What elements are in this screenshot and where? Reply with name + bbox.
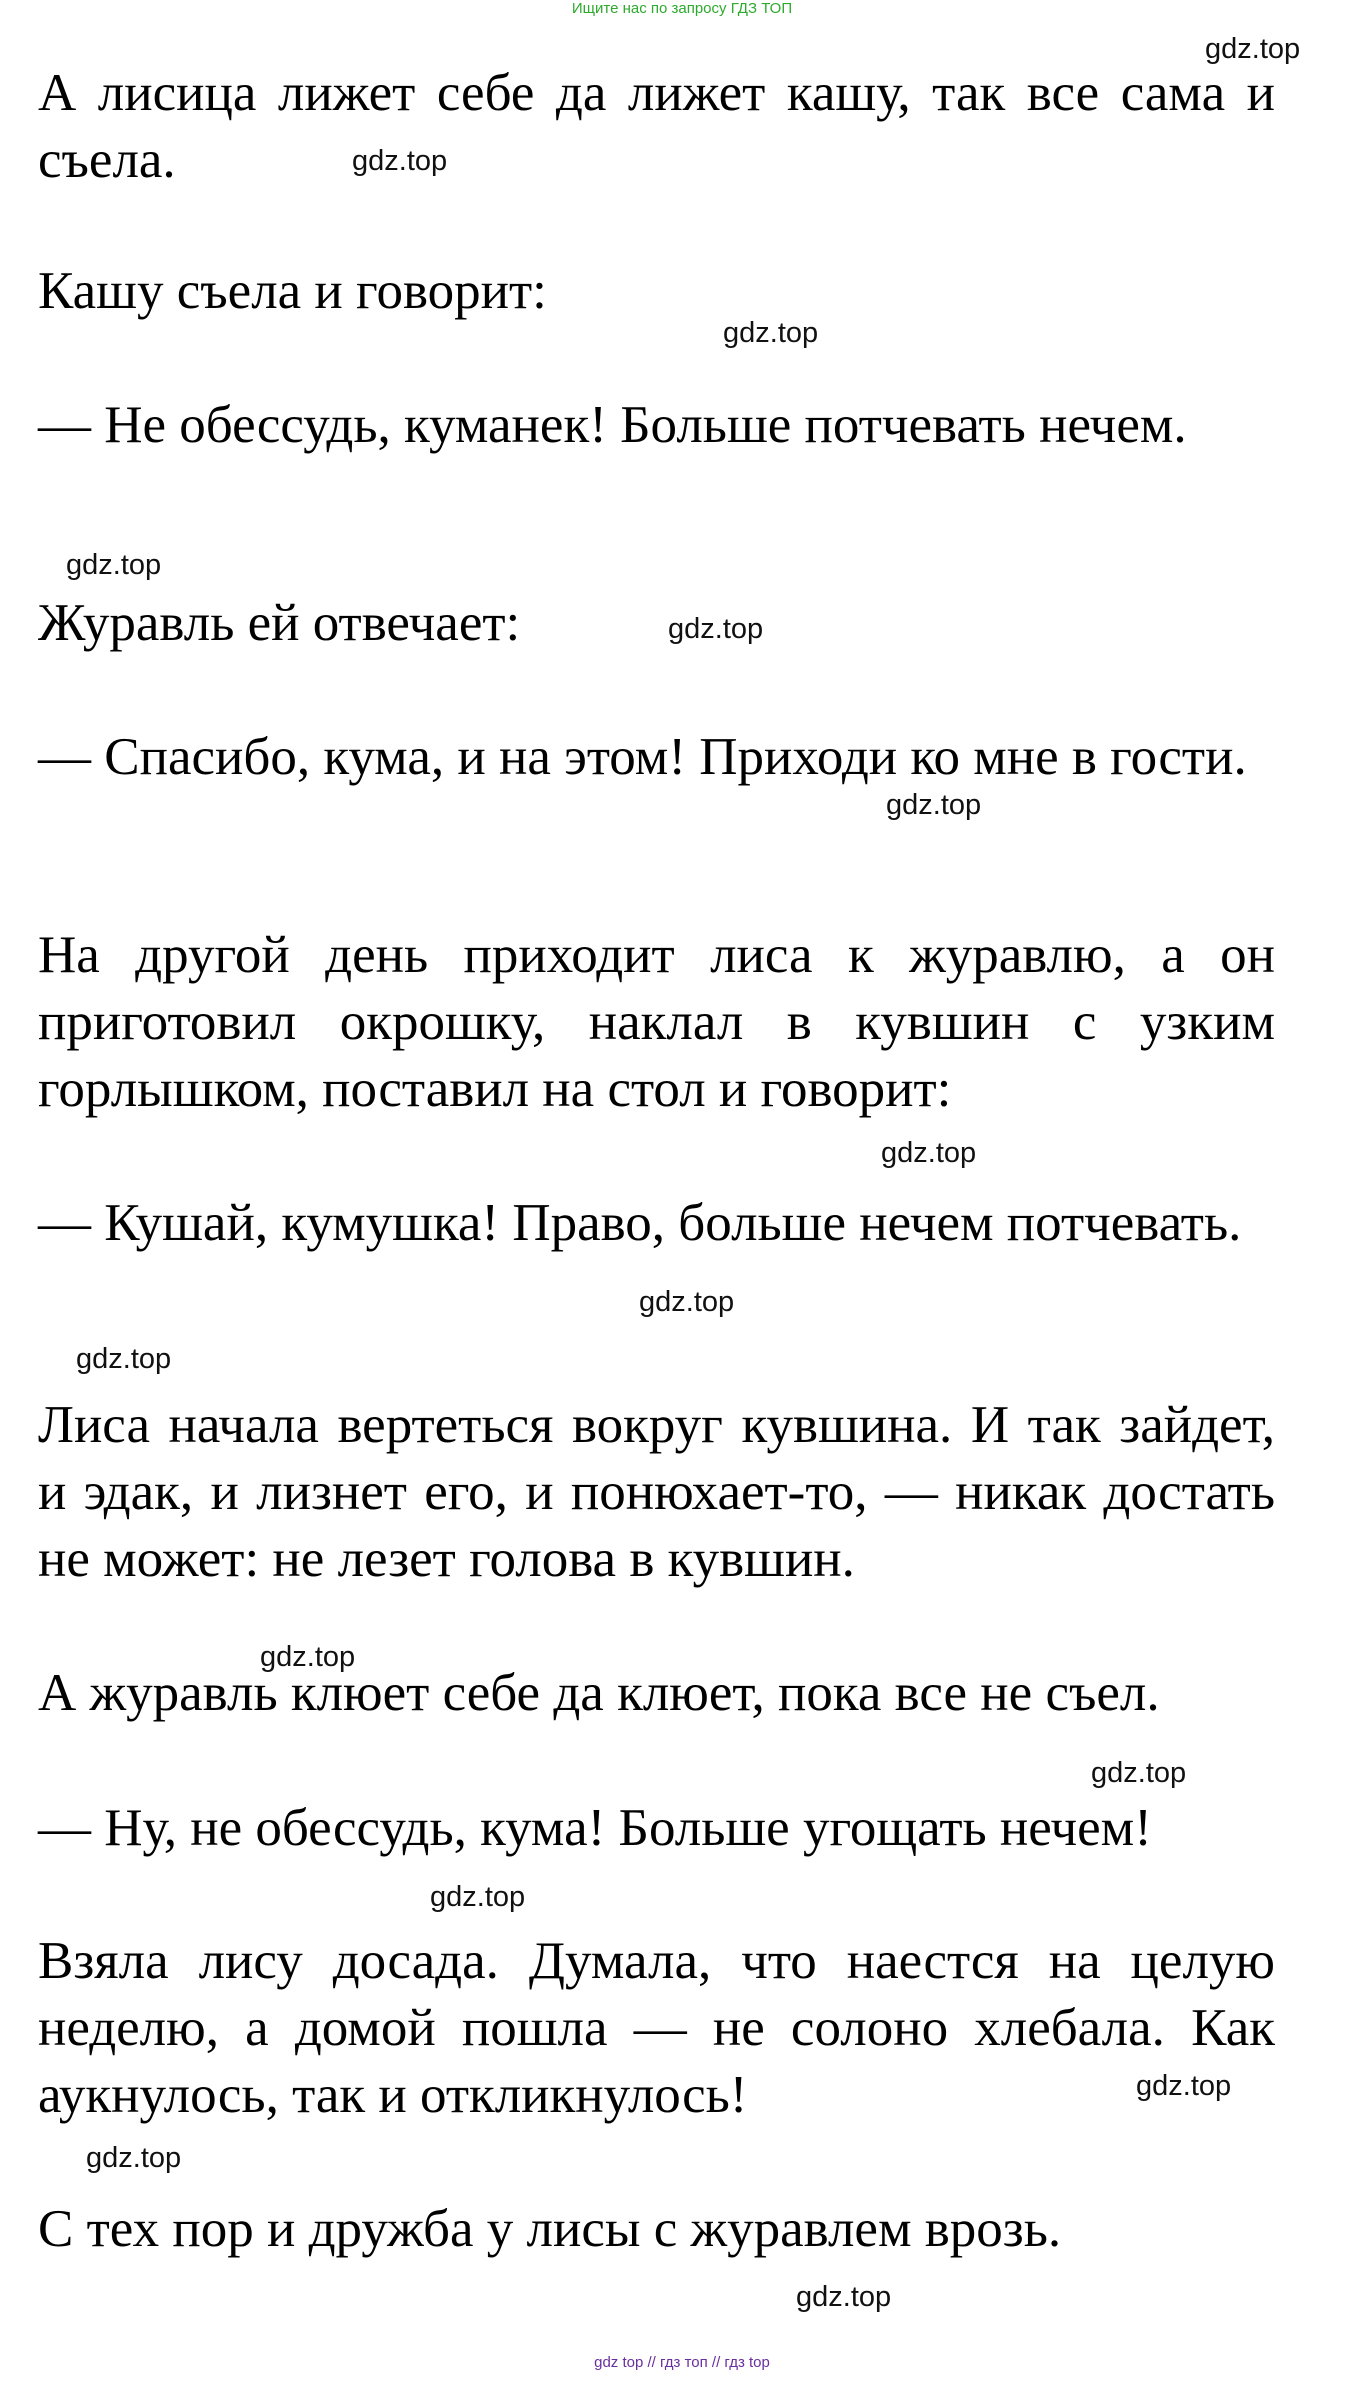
watermark: gdz.top <box>723 317 819 349</box>
watermark: gdz.top <box>1205 33 1301 65</box>
watermark: gdz.top <box>66 549 162 581</box>
paragraph-7: — Кушай, кумушка! Право, больше нечем потчевать. <box>38 1194 1242 1252</box>
paragraph-5: — Спасибо, кума, и на этом! Приходи ко мне в гости. <box>38 728 1247 786</box>
paragraph-11: Взяла лису досада. Думала, что наестся на целую неделю, а домой пошла — не солоно хлебала. Как аукнулось, так и откликнулось! <box>38 1932 1275 2124</box>
watermark: gdz.top <box>76 1343 172 1375</box>
paragraph-12: С тех пор и дружба у лисы с журавлем врозь. <box>38 2200 1062 2258</box>
watermark: gdz.top <box>668 613 764 645</box>
watermark: gdz.top <box>260 1641 356 1673</box>
watermark: gdz.top <box>886 789 982 821</box>
watermark: gdz.top <box>796 2281 892 2313</box>
watermark: gdz.top <box>352 145 448 177</box>
watermark: gdz.top <box>86 2142 182 2174</box>
search-hint-banner: Ищите нас по запросу ГДЗ ТОП <box>571 0 793 17</box>
paragraph-3: — Не обессудь, куманек! Больше потчевать нечем. <box>38 396 1187 454</box>
paragraph-8: Лиса начала вертеться вокруг кувшина. И так зайдет, и эдак, и лизнет его, и понюхает-то, — никак достать не может: не лезет голова в кувшин. <box>38 1396 1275 1588</box>
watermark: gdz.top <box>1091 1757 1187 1789</box>
paragraph-6: На другой день приходит лиса к журавлю, а он приготовил окрошку, наклал в кувшин с узким горлышком, поставил на стол и говорит: <box>38 926 1275 1118</box>
footer-watermark: gdz top // гдз топ // гдз top <box>594 2354 770 2371</box>
paragraph-9: А журавль клюет себе да клюет, пока все не съел. <box>38 1664 1160 1722</box>
watermark: gdz.top <box>881 1137 977 1169</box>
watermark: gdz.top <box>430 1881 526 1913</box>
paragraph-2: Кашу съела и говорит: <box>38 262 547 320</box>
watermark: gdz.top <box>639 1286 735 1318</box>
paragraph-1: А лисица лижет себе да лижет кашу, так все сама и съела. <box>38 64 1275 189</box>
paragraph-4: Журавль ей отвечает: <box>38 594 521 652</box>
watermark: gdz.top <box>1136 2070 1232 2102</box>
paragraph-10: — Ну, не обессудь, кума! Больше угощать нечем! <box>38 1799 1152 1857</box>
